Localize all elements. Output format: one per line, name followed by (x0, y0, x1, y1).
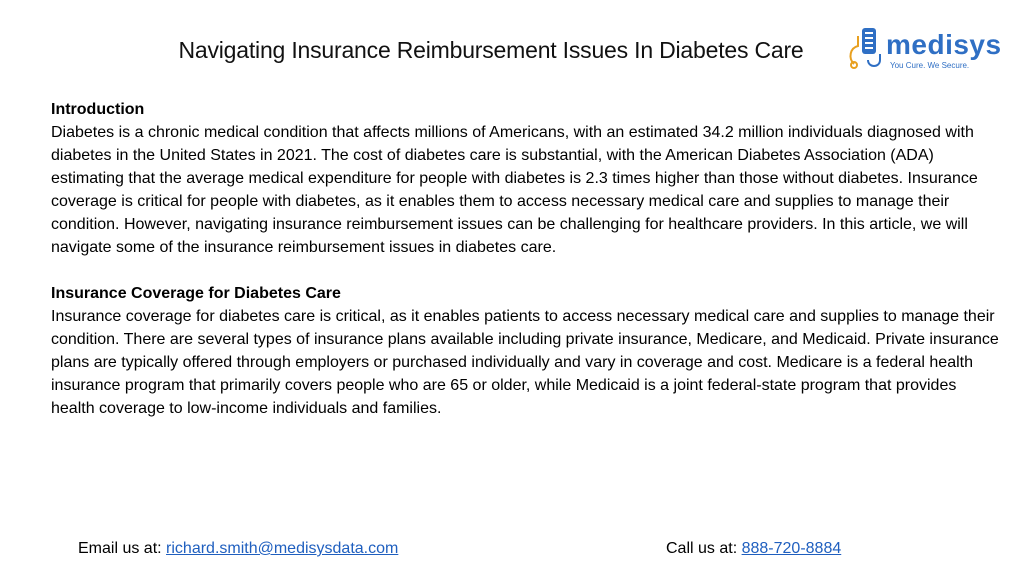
footer-phone (666, 538, 841, 560)
footer-email (78, 538, 398, 560)
email-label: Email us at: (78, 540, 167, 557)
medisys-logo-graphic (846, 24, 1012, 74)
logo-tagline: You Cure. We Secure. (890, 61, 970, 70)
page-title: Navigating Insurance Reimbursement Issues In Diabetes Care (178, 37, 804, 63)
phone-label: Call us at: (666, 540, 742, 557)
section-paragraph: Insurance coverage for diabetes care is critical, as it enables patients to access necessary medical care and supplies to manage their condition. There are several types of insurance plans available including private insurance, Medicare, and Medicaid. Private insurance plans are typically offered through employers or purchased individually and vary in coverage and cost. Medicare is a federal health insurance program that primarily covers people who are 65 or older, while Medicaid is a joint federal-state program that provides health coverage to low-income individuals and families. (51, 308, 999, 417)
section-heading: Insurance Coverage for Diabetes Care (51, 285, 341, 302)
medisys-logo (846, 24, 1012, 74)
section-paragraph: Diabetes is a chronic medical condition that affects millions of Americans, with an estimated 34.2 million individuals diagnosed with diabetes in the United States in 2021. The cost of diabetes care is substantial, with the American Diabetes Association (ADA) estimating that the average medical expenditure for people with diabetes is 2.3 times higher than those without diabetes. Insurance coverage is critical for people with diabetes, as it enables them to access necessary medical care and supplies to manage their condition. However, navigating insurance reimbursement issues can be challenging for healthcare providers. In this article, we will navigate some of the insurance reimbursement issues in diabetes care. (51, 124, 978, 256)
section-introduction (51, 98, 1001, 259)
email-link[interactable]: richard.smith@medisysdata.com (166, 540, 399, 557)
section-insurance-coverage (51, 282, 1001, 420)
phone-link[interactable]: 888-720-8884 (741, 540, 842, 557)
section-heading: Introduction (51, 101, 145, 118)
logo-wordmark: medisys (886, 29, 1002, 60)
article-body (51, 98, 1001, 443)
